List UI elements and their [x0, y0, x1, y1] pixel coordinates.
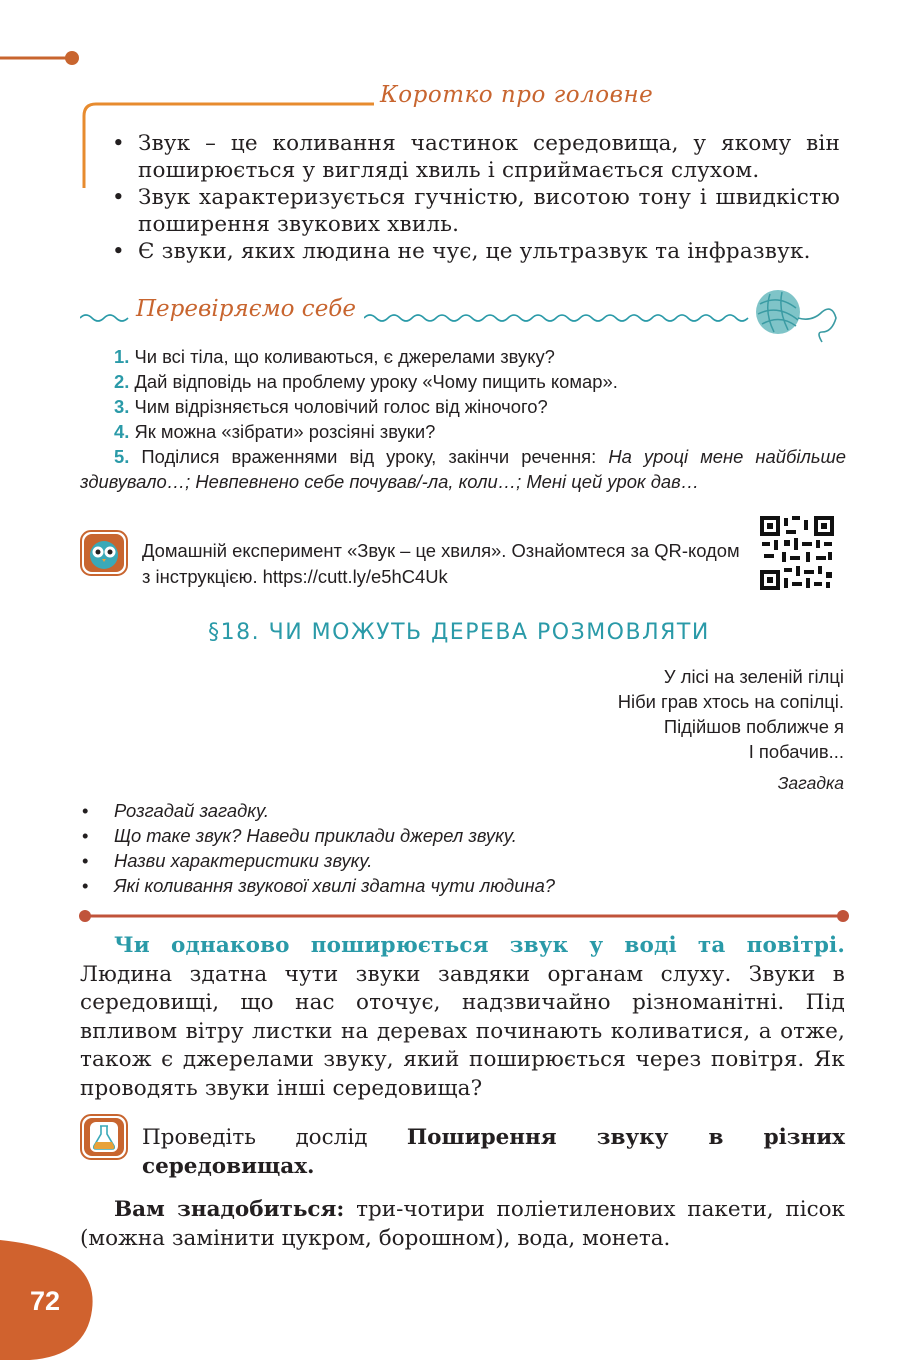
wavy-line-right [364, 310, 754, 326]
poem-line: Ніби грав хтось на сопілці. [617, 691, 844, 712]
task-item: • Назви характеристики звуку. [80, 848, 840, 873]
riddle-poem [618, 664, 844, 796]
question-item: 2. Дай відповідь на проблему уроку «Чому пищить комар». [114, 371, 618, 392]
qr-code-icon[interactable] [760, 516, 834, 590]
summary-item: • Звук характеризується гучністю, висотою тону і швидкістю поширення звукових хвиль. [110, 184, 840, 238]
section-divider [78, 908, 850, 924]
page-number: 72 [30, 1286, 61, 1316]
poem-source: Загадка [777, 773, 844, 793]
question-item: 3. Чим відрізняється чоловічий голос від жіночого? [114, 396, 548, 417]
header-line [0, 48, 90, 68]
poem-line: У лісі на зеленій гілці [663, 666, 844, 687]
question-item: 1. Чи всі тіла, що коливаються, є джерелами звуку? [114, 346, 555, 367]
owl-icon [80, 530, 128, 576]
summary-list [110, 130, 840, 265]
experiment-text: Проведіть дослід Поширення звуку в різних середовищах. [142, 1125, 845, 1179]
poem-line: І побачив... [748, 741, 844, 762]
materials-text: Вам знадобиться: три-чотири поліетиленових пакети, пісок (можна замінити цукром, борошном), вода, монета. [80, 1197, 845, 1251]
wavy-line-left [80, 310, 130, 326]
tasks-list [80, 798, 840, 898]
check-title: Перевіряємо себе [136, 296, 356, 322]
summary-title: Коротко про головне [380, 82, 654, 108]
summary-item: • Звук – це коливання частинок середовища, у якому він поширюється у вигляді хвиль і сприймається слухом. [110, 130, 840, 184]
task-item: • Розгадай загадку. [80, 798, 840, 823]
poem-line: Підійшов поближче я [663, 716, 844, 737]
paragraph-title: §18. ЧИ МОЖУТЬ ДЕРЕВА РОЗМОВЛЯТИ [208, 620, 710, 645]
task-item: • Що таке звук? Наведи приклади джерел звуку. [80, 823, 840, 848]
task-item: • Які коливання звукової хвилі здатна чути людина? [80, 873, 840, 898]
main-paragraph: Чи однаково поширюється звук у воді та повітрі. Людина здатна чути звуки завдяки органам слуху. Звуки в середовищі, що нас оточує, надзвичайно різноманітні. Під впливом вітру листки на деревах починають коливатися, а отже, також є джерелами звуку, який поширюється через повітря. Як проводять звуки інші середовища? [80, 933, 845, 1101]
yarn-ball-icon [752, 288, 842, 344]
question-item: 5. Поділися враженнями від уроку, закінчи речення: На уроці мене найбільше здивувало…; Невпевнено себе почував/-ла, коли…; Мені цей урок дав… [80, 446, 846, 492]
summary-item: • Є звуки, яких людина не чує, це ультразвук та інфразвук. [110, 238, 840, 265]
flask-icon [80, 1114, 128, 1160]
question-item: 4. Як можна «зібрати» розсіяні звуки? [114, 421, 436, 442]
main-heading: Чи однаково поширюється звук у воді та повітрі. [114, 933, 845, 958]
home-experiment-text: Домашній експеримент «Звук – це хвиля». Ознайомтеся за QR-кодом з інструкцією. https://cutt.ly/e5hC4Uk [142, 540, 740, 587]
questions [80, 344, 846, 494]
